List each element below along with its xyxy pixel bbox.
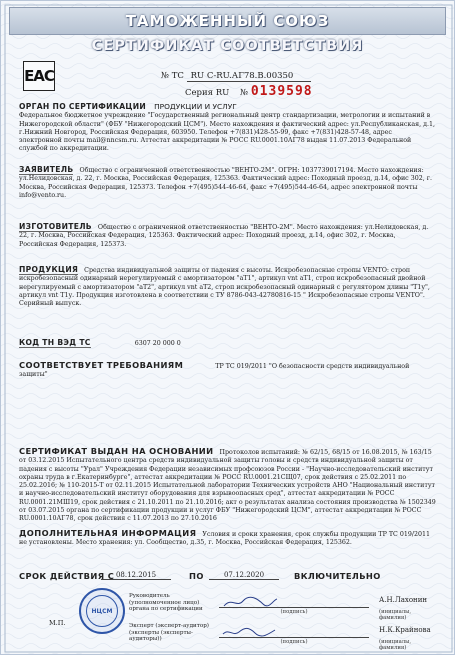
organ-text: Федеральное бюджетное учреждение "Государственный региональный центр стандартизации, метрологии и испытаний в Нижегородской области" (ФБУ "Нижегородский ЦСМ"). Место нахождения и фактический адрес: ул.Республиканская, д.1, г.Нижний Новгород, Российская Федерация, 603950. Телефон +7(831)428-55-99, факс +7(831)428-57-48, адрес электронной почты mail@nncsm.ru. Аттестат аккредитации № РОСС RU.0001.10АГ78 выдан 11.07.2013 Федеральной службой по аккредитации.	[19, 112, 435, 153]
additional-info-section	[19, 529, 436, 548]
manufacturer-heading: ИЗГОТОВИТЕЛЬ	[19, 222, 92, 231]
applicant-text: Общество с ограниченной ответственностью "ВЕНТО-2М". ОГРН: 1037739017194. Место нахождения: ул.Нелидовская, д. 22, г. Москва, Российская Федерация, 125363. Фактический адрес: Походный проезд, д.14, офис 302, г. Москва, Российская Федерация, 125373. Телефон +7(495)544-46-64, факс +7(495)544-46-64, адрес электронной почты info@vento.ru.	[19, 167, 433, 199]
manufacturer-section	[19, 223, 436, 249]
customs-union-banner	[9, 7, 446, 35]
validity-from-label: СРОК ДЕЙСТВИЯ С	[19, 571, 115, 581]
registration-prefix: № ТС	[161, 71, 184, 81]
validity-inclusive-label: ВКЛЮЧИТЕЛЬНО	[294, 571, 381, 581]
validity-to-date: 07.12.2020	[209, 571, 279, 580]
tnved-heading: КОД ТН ВЭД ТС	[19, 338, 91, 347]
organ-heading-2: ПРОДУКЦИИ И УСЛУГ	[154, 102, 237, 111]
seal-stamp-center: НЦСМ	[86, 595, 118, 627]
applicant-section	[19, 166, 436, 200]
additional-info-text: Условия и сроки хранения, срок службы продукции ТР ТС 019/2011 не установлены. Место хранения: ул. Сообщество, д.35, г. Москва, Российская Федерация, 125362.	[19, 531, 431, 547]
requirements-heading: СООТВЕТСТВУЕТ ТРЕБОВАНИЯМ	[19, 360, 184, 370]
head-signature-mark	[219, 595, 279, 609]
guilloche-background	[1, 1, 455, 655]
head-name: А.Н.Лахонин	[379, 596, 428, 604]
expert-name-caption: (инициалы, фамилия)	[379, 639, 412, 651]
registration-number	[161, 71, 311, 82]
product-section	[19, 266, 436, 308]
series-label: Серия RU	[185, 88, 230, 98]
product-heading: ПРОДУКЦИЯ	[19, 265, 79, 274]
validity-from-date: 08.12.2015	[101, 571, 171, 580]
validity-row	[19, 571, 436, 583]
head-name-caption: (инициалы, фамилия)	[379, 609, 412, 621]
eac-mark-logo: EAC	[23, 61, 55, 91]
expert-name: Н.К.Крайнова	[379, 626, 431, 634]
additional-info-heading: ДОПОЛНИТЕЛЬНАЯ ИНФОРМАЦИЯ	[19, 528, 197, 538]
series-no-label: №	[240, 88, 249, 98]
basis-section	[19, 447, 436, 524]
tnved-value: 6307 20 000 0	[134, 340, 181, 347]
head-signature-caption: (подпись)	[280, 609, 308, 615]
manufacturer-text: Общество с ограниченной ответственностью "ВЕНТО-2М". Место нахождения: ул.Нелидовская, д. 22, г. Москва, Российская Федерация, 125363. Фактический адрес: Походный проезд, д.14, офис 302, г. Москва, Российская Федерация, 125373.	[19, 224, 429, 248]
product-text: Средства индивидуальной защиты от падения с высоты. Искробезопасные стропы VENTO: строп искробезопасный одинарный нерегулируемый с амортизатором "аТ1", артикул vnt аТ1, строп искробезопасный двойной нерегулируемый с амортизатором "аТ2", артикул vnt аТ2, строп искробезопасный одинарный с регулятором длины "Т1у", артикул vnt Т1у. Продукция изготовлена в соответствии с ТУ 8786-043-42780816-15 " Искробезопасные стропы VENTO". Серийный выпуск.	[19, 267, 430, 308]
series-number: 0139598	[250, 84, 313, 99]
validity-to-label: ПО	[189, 571, 204, 581]
expert-signature-mark	[219, 625, 279, 639]
expert-signature-line	[219, 625, 369, 638]
tnved-section	[19, 339, 436, 348]
basis-text: Протоколов испытаний: № 62/15, 68/15 от 16.08.2015, № 163/15 от 03.12.2015 Испытательного центра средств индивидуальной защиты головы и средств индивидуальной защиты от падения с высоты "Урал" Учреждения Федерации независимых профсоюзов России - "Научно-исследовательский институт охраны труда в г.Екатеринбурге", аттестат аккредитации № РОСС RU.0001.21СЩ07, срок действия с 25.02.2011 по 25.02.2016; № 110-2015-Т от 02.11.2015 Испытательной лаборатории Технических устройств АНО "Национальный институт и научно-исследовательский институт оборудования для взрывоопасных сред", аттестат аккредитации № РОСС RU.0001.21МШ19, срок действия с 21.10.2011 по 21.10.2016; акт о результатах анализа состояния производства № 1502349 от 03.07.2015 органа по сертификации продукции и услуг ФБУ "Нижегородский ЦСМ", аттестат аккредитации № РОСС RU.0001.10АГ78, срок действия с 11.07.2013 по 27.10.2016	[19, 449, 436, 523]
registration-value: RU C-RU.АГ78.В.00350	[187, 71, 311, 82]
certificate-title: СЕРТИФИКАТ СООТВЕТСТВИЯ	[91, 38, 364, 54]
head-signature-line	[219, 595, 369, 608]
banner-title: ТАМОЖЕННЫЙ СОЮЗ	[125, 12, 330, 30]
organ-section	[19, 103, 436, 154]
requirements-value: ТР ТС 019/2011 "О безопасности средств индивидуальной защиты"	[19, 363, 410, 379]
applicant-heading: ЗАЯВИТЕЛЬ	[19, 165, 74, 174]
basis-heading: СЕРТИФИКАТ ВЫДАН НА ОСНОВАНИИ	[19, 446, 214, 456]
head-caption: Руководитель (уполномоченное лицо) органа по сертификации	[129, 593, 203, 613]
seal-stamp	[79, 588, 125, 634]
series-line	[185, 84, 313, 99]
requirements-section	[19, 361, 436, 380]
expert-caption: Эксперт (эксперт-аудитор) (эксперты (эксперты-аудиторы))	[129, 623, 209, 643]
expert-signature-caption: (подпись)	[280, 639, 308, 645]
organ-heading: ОРГАН ПО СЕРТИФИКАЦИИ	[19, 102, 147, 111]
mp-label: М.П.	[49, 619, 66, 627]
